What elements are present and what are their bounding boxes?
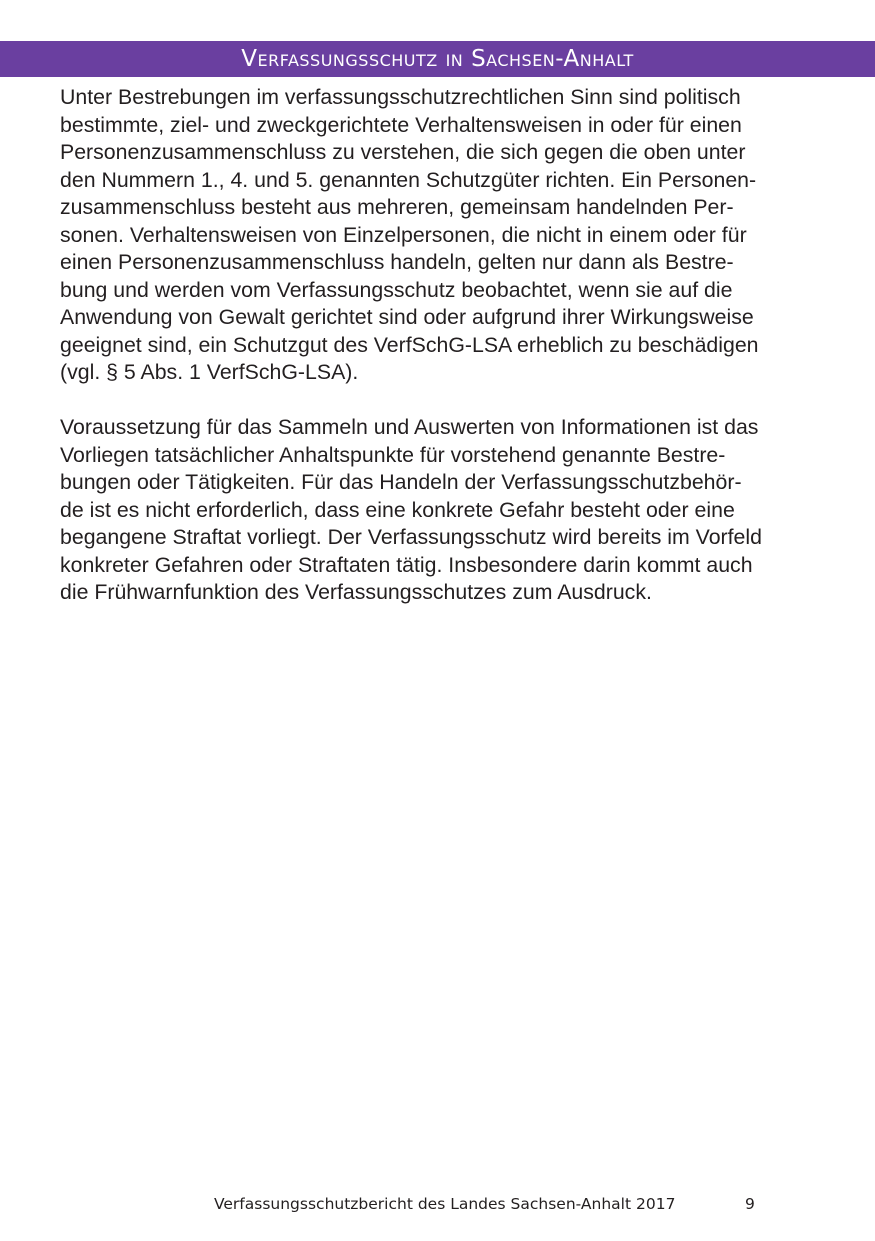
section-header-band — [0, 41, 875, 77]
page-footer — [0, 1195, 875, 1219]
footer-title: Verfassungsschutzbericht des Landes Sachsen-Anhalt 2017 — [214, 1195, 676, 1213]
paragraph: Voraussetzung für das Sammeln und Auswerten von Informationen ist das Vorliegen tatsächlicher Anhaltspunkte für vorstehend genannte Bestre- bungen oder Tätigkeiten. Für das Handeln der Verfassungsschutzbehör- de ist es nicht erforderlich, dass eine konkrete Gefahr besteht oder eine begangene Straftat vorliegt. Der Verfassungsschutz wird bereits im Vorfeld konkreter Gefahren oder Straftaten tätig. Insbesondere darin kommt auch die Frühwarnfunktion des Verfassungsschutzes zum Ausdruck. — [60, 415, 762, 604]
paragraph: Unter Bestrebungen im verfassungsschutzrechtlichen Sinn sind politisch bestimmte, ziel- und zweckgerichtete Verhaltensweisen in oder für einen Personenzusammenschluss zu verstehen, die sich gegen die oben unter den Nummern 1., 4. und 5. genannten Schutzgüter richten. Ein Personen- zusammenschluss besteht aus mehreren, gemeinsam handelnden Per- sonen. Verhaltensweisen von Einzelpersonen, die nicht in einem oder für einen Personenzusammenschluss handeln, gelten nur dann als Bestre- bung und werden vom Verfassungsschutz beobachtet, wenn sie auf die Anwendung von Gewalt gerichtet sind oder aufgrund ihrer Wirkungsweise geeignet sind, ein Schutzgut des VerfSchG-LSA erheblich zu beschädigen (vgl. § 5 Abs. 1 VerfSchG-LSA). — [60, 85, 759, 384]
section-title: Verfassungsschutz in Sachsen-Anhalt — [241, 45, 634, 72]
page-number: 9 — [745, 1195, 755, 1213]
body-text — [60, 84, 820, 607]
